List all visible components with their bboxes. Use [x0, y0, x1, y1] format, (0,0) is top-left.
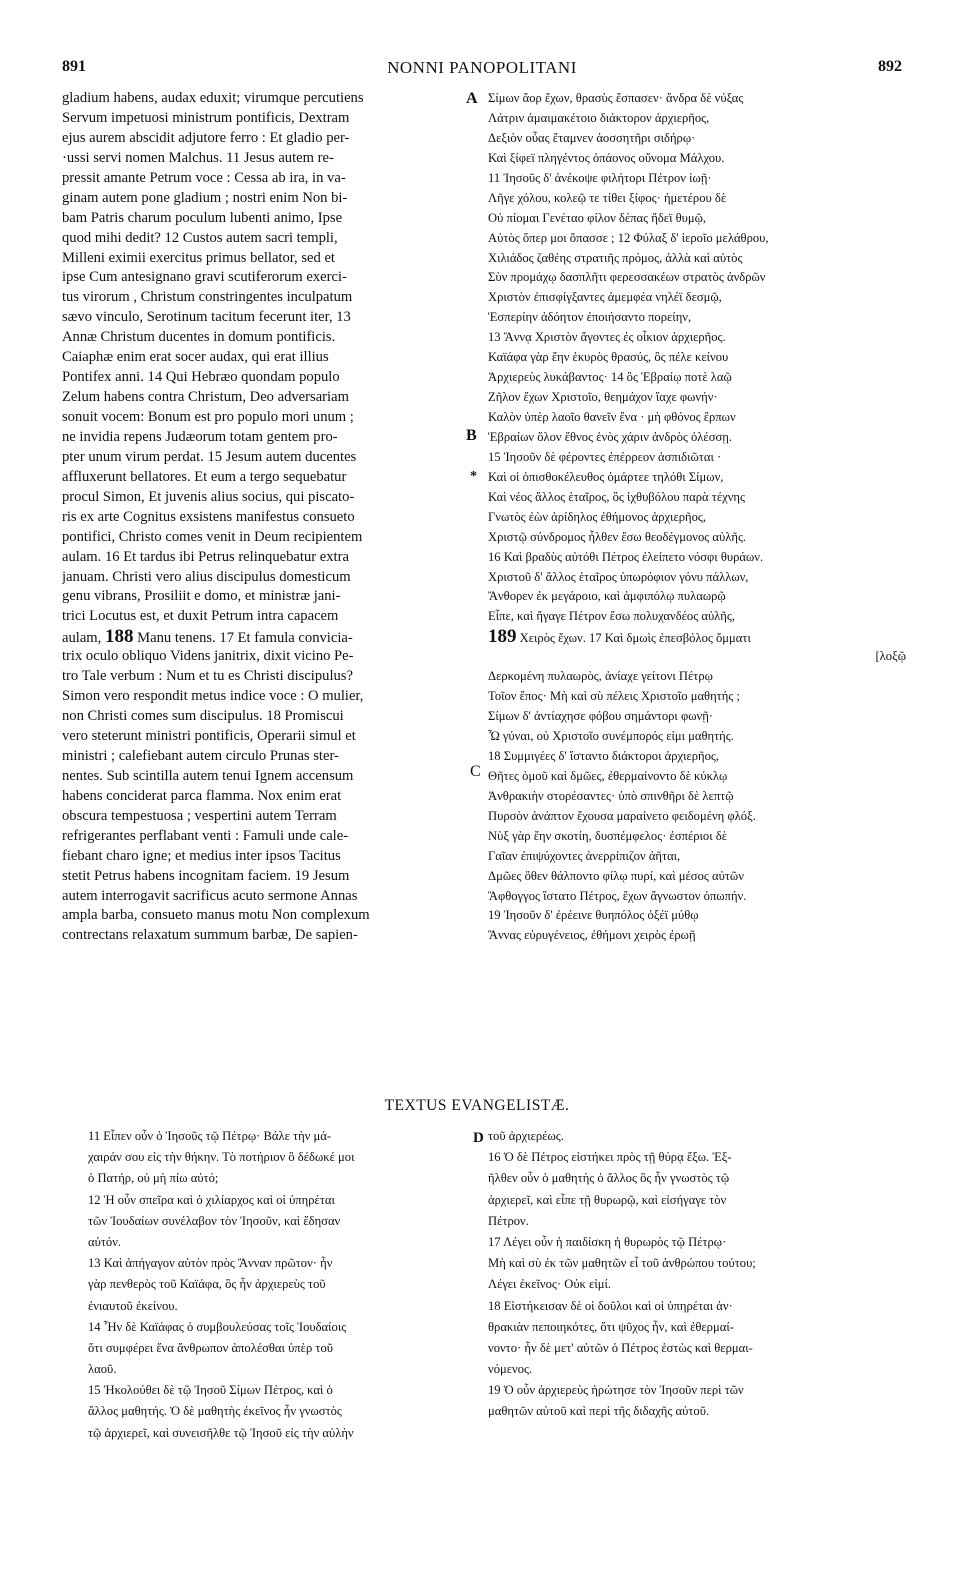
text-line: Ἑβραίων ὅλον ἔθνος ἑνὸς χάριν ἀνδρὸς ὀλέσσῃ.	[488, 429, 733, 444]
text-line: ginam autem pone gladium ; nostri enim Non bi-	[62, 189, 348, 206]
text-line: 11 Ἰησοῦς δ' ἀνέκοψε φιλήτορι Πέτρον ἰωῇ·	[488, 170, 712, 185]
text-line: gladium habens, audax eduxit; virumque percutiens	[62, 90, 364, 106]
text-line: procul Simon, Et juvenis alius socius, qui piscato-	[62, 488, 355, 505]
margin-marker-b: B	[466, 427, 477, 444]
text-line: pter unum virum perdat. 15 Jesum autem ducentes	[62, 448, 357, 465]
margin-marker-a: A	[466, 90, 478, 107]
text-line: ris ex arte Cognitus exsistens manifestus consueto	[62, 508, 355, 525]
text-line: ὁ Πατήρ, οὐ μὴ πίω αὐτό;	[88, 1171, 219, 1186]
text-line: [λοξῷ	[875, 649, 906, 664]
text-line: ἐνιαυτοῦ ἐκείνου.	[88, 1298, 178, 1313]
text-line: Δμῶες ὅθεν θάλποντο φίλῳ πυρί, καὶ μέσος αὐτῶν	[488, 868, 744, 883]
text-line: Καϊάφα γὰρ ἔην ἑκυρὸς θρασύς, ὃς πέλε κείνου	[488, 350, 729, 365]
text-line: Ἄφθογγος ἵστατο Πέτρος, ἔχων ἄγνωστον ὀπωπήν.	[488, 888, 747, 903]
text-line: sonuit vocem: Bonum est pro populo mori unum ;	[62, 409, 354, 425]
text-line: refrigerantes perflabant venti : Famuli unde cale-	[62, 827, 349, 844]
gospel-text-right-column	[488, 1126, 906, 1423]
text-line: habens conciderat parca flamma. Nox enim erat	[62, 787, 342, 804]
margin-asterisk: *	[470, 469, 477, 484]
text-line: autem interrogavit sacrificus acuto sermone Annas	[62, 887, 358, 904]
running-title: NONNI PANOPOLITANI	[387, 58, 577, 77]
text-line: Annæ Christum ducentes in domum pontificis.	[62, 329, 336, 346]
text-line: λαοῦ.	[88, 1362, 117, 1377]
text-line: non Christi comes sum discipulus. 18 Promiscui	[62, 708, 344, 725]
text-line: τῶν Ἰουδαίων συνέλαβον τὸν Ἰησοῦν, καὶ ἔδησαν	[88, 1213, 341, 1228]
text-line: Γνωτὸς ἐὼν ἀρίδηλος ἐθήμονος ἀρχιερῆος,	[488, 509, 707, 524]
text-line: affluxerunt bellatores. Et eum a tergo sequebatur	[62, 468, 347, 485]
text-line: Ὦ γύναι, οὐ Χριστοῖο συνέμπορός εἰμι μαθητής.	[488, 729, 734, 743]
text-line: ministri ; calefiebant autem circulo Prunas ster-	[62, 747, 339, 764]
text-line: 16 Ὁ δὲ Πέτρος εἱστήκει πρὸς τῇ θύρᾳ ἔξω. Ἐξ-	[488, 1150, 732, 1165]
text-line: Χιλιάδος ζαθέης στρατιῆς πρόμος, ἀλλὰ καὶ αὐτὸς	[488, 250, 743, 265]
text-line: tus virorum , Christum constringentes inculpatum	[62, 289, 353, 306]
text-line: bam Patris charum poculum lubenti animo, Ipse	[62, 209, 343, 226]
text-line: Εἶπε, καὶ ἤγαγε Πέτρον ἔσω πολυχανδέος αὐλῆς,	[488, 609, 736, 624]
text-line: Καλὸν ὑπὲρ λαοῖο θανεῖν ἕνα · μὴ φθόνος ἕρπων	[488, 410, 736, 424]
text-line: χαιράν σου εἰς τὴν θήκην. Τὸ ποτήριον ὃ δέδωκέ μοι	[88, 1150, 355, 1165]
text-line: Ἑσπερίην ἀδόητον ἐποιήσαντο πορείην,	[488, 310, 692, 325]
text-line: Ἀρχιερεὺς λυκάβαντος· 14 ὃς Ἑβραίῳ ποτὲ λαῷ	[488, 370, 732, 385]
text-line: Πυρσὸν ἀνάπτον ἔχουσα μαραίνετο φειδομένη φλόξ.	[488, 808, 756, 823]
text-line: Caiaphæ enim erat socer audax, qui erat illius	[62, 349, 329, 366]
text-line: tro Tale verbum : Num et tu es Christi discipulus?	[62, 668, 353, 685]
gospel-text-left-column	[88, 1126, 468, 1444]
text-line: sævo vinculo, Serotinum tacitum fecerunt iter, 13	[62, 309, 351, 326]
text-line: Νὺξ γὰρ ἔην σκοτίη, δυσπέμφελος· ἑσπέριοι δὲ	[488, 828, 727, 843]
text-line: contrectans relaxatum summum barbæ, De sapien-	[62, 927, 358, 944]
text-line: Καὶ νέος ἄλλος ἑταῖρος, ὃς ἰχθυβόλου παρὰ τέχνης	[488, 489, 745, 504]
margin-marker-d: D	[473, 1130, 484, 1146]
text-line: Pontifex anni. 14 Qui Hebræo quondam populo	[62, 369, 340, 386]
text-line: Ἄννας εὐρυγένειος, ἐθήμονι χειρὸς ἐρωῇ	[488, 928, 696, 943]
text-line: ne invidia repens Judæorum totam gentem pro-	[62, 428, 338, 445]
text-line: ἀρχιερεῖ, καὶ εἶπε τῇ θυρωρῷ, καὶ εἰσήγαγε τὸν	[488, 1192, 727, 1207]
text-line: ipse Cum antesignano gravi scutiferorum exerci-	[62, 269, 347, 286]
text-line: aulam. 16 Et tardus ibi Petrus relinquebatur extra	[62, 548, 349, 565]
page-number-inline: 188	[104, 627, 134, 648]
text-line: 15 Ἰησοῦν δὲ φέροντες ἐπέρρεον ἀσπιδιῶται ·	[488, 449, 722, 464]
text-line: Zelum habens contra Christum, Deo adversariam	[62, 389, 349, 406]
text-line: trici Locutus est, et duxit Petrum intra capacem	[62, 608, 339, 625]
text-line: νοντο· ἦν δὲ μετ' αὐτῶν ὁ Πέτρος ἑστὼς καὶ θερμαι-	[488, 1340, 753, 1355]
text-line: ejus aurem abscidit adjutore ferro : Et gladio per-	[62, 129, 350, 146]
text-line: Milleni eximii exercitus primus bellator, sed et	[62, 249, 335, 266]
text-line: Δερκομένη πυλαωρὸς, ἀνίαχε γείτονι Πέτρῳ	[488, 669, 713, 684]
text-line: obscura tempestuosa ; vespertini autem Terram	[62, 807, 337, 824]
text-line: ῆλθεν οὖν ὁ μαθητὴς ὁ ἄλλος ὃς ἦν γνωστὸς τῷ	[488, 1171, 730, 1186]
text-line: ὅτι συμφέρει ἕνα ἄνθρωπον ἀπολέσθαι ὑπὲρ τοῦ	[88, 1340, 333, 1355]
text-line: 17 Λέγει οὖν ἡ παιδίσκη ἡ θυρωρὸς τῷ Πέτρῳ·	[488, 1234, 727, 1249]
text-line: 12 Ἡ οὖν σπεῖρα καὶ ὁ χιλίαρχος καὶ οἱ ὑπηρέται	[88, 1192, 335, 1207]
text-line: Τοῖον ἔπος· Μὴ καὶ σὺ πέλεις Χριστοῖο μαθητής ;	[488, 689, 740, 704]
text-line: 19 Ἰησοῦν δ' ἐρέεινε θυηπόλος ὀξέϊ μύθῳ	[488, 908, 699, 923]
text-line: ampla barba, consueto manus motu Non complexum	[62, 907, 370, 924]
text-line: 13 Καὶ ἀπήγαγον αὐτὸν πρὸς Ἄνναν πρῶτον· ἦν	[88, 1256, 333, 1271]
text-line: Ἀνθρακιὴν στορέσαντες· ὑπὸ σπινθῆρι δὲ λεπτῷ	[488, 788, 734, 803]
greek-verse-column	[488, 89, 906, 946]
page-number-inline: 189	[488, 627, 517, 648]
text-line: Ζῆλον ἔχων Χριστοῖο, θεημάχον ἴαχε φωνήν·	[488, 390, 718, 405]
text-line: θρακιὰν πεποιηκότες, ὅτι ψῦχος ἦν, καὶ ἐθερμαί-	[488, 1319, 734, 1334]
text-line: 11 Εἶπεν οὖν ὁ Ἰησοῦς τῷ Πέτρῳ· Βάλε τὴν μά-	[88, 1129, 332, 1143]
text-line: pressit amante Petrum voce : Cessa ab ira, in va-	[62, 169, 346, 186]
text-line: Λῆγε χόλου, κολεῷ τε τίθει ξίφος· ἡμετέρου δὲ	[488, 190, 727, 205]
text-line: τῷ ἀρχιερεῖ, καὶ συνεισῆλθε τῷ Ἰησοῦ εἰς τὴν αὐλὴν	[88, 1425, 354, 1440]
page-number-left: 891	[62, 58, 86, 75]
text-line: Servum impetuosi ministrum pontificis, Dextram	[62, 109, 350, 126]
text-line: Αὐτὸς ὅπερ μοι ὄπασσε ; 12 Φύλαξ δ' ἱεροῖο μελάθρου,	[488, 230, 769, 245]
text-line: Σὺν προμάχῳ δασπλῆτι φερεσσακέων στρατὸς ἀνδρῶν	[488, 270, 766, 285]
text-line: Χριστῷ σύνδρομος ἦλθεν ἔσω θεοδέγμονος αὐλῆς.	[488, 529, 747, 544]
text-line: Χριστοῦ δ' ἄλλος ἑταῖρος ὑπωρόφιον γόνυ πάλλων,	[488, 569, 749, 584]
line-text: Χειρὸς ἔχων. 17 Καὶ δμωὶς ἐπεσβόλος ὄμματι	[519, 631, 751, 646]
text-line: ἄλλος μαθητής. Ὁ δὲ μαθητὴς ἐκεῖνος ἦν γνωστὸς	[88, 1404, 342, 1419]
line-text: Manu tenens. 17 Et famula convicia-	[137, 630, 353, 647]
text-line: Χριστὸν ἐπισφίγξαντες ἀμεμφέα νηλέϊ δεσμῷ,	[488, 290, 722, 305]
text-line: 18 Εἱστήκεισαν δὲ οἱ δοῦλοι καὶ οἱ ὑπηρέται ἀν·	[488, 1298, 733, 1313]
text-line: Σίμων ἄορ ἔχων, θρασὺς ἔσπασεν· ἄνδρα δὲ νύξας	[488, 91, 744, 105]
text-line: fiebant charo igne; et medius inter ipsos Tacitus	[62, 847, 341, 864]
text-line: γὰρ πενθερὸς τοῦ Καϊάφα, ὃς ἦν ἀρχιερεὺς τοῦ	[88, 1277, 326, 1292]
text-line: Γαῖαν ἐπιψύχοντες ἀνερρίπιζον ἀῆται,	[488, 848, 681, 863]
text-line: αὐτόν.	[88, 1234, 122, 1249]
text-line: ·ussi servi nomen Malchus. 11 Jesus autem re-	[62, 149, 334, 166]
text-line: Σίμων δ' ἀντίαχησε φόβου σημάντορι φωνῇ·	[488, 709, 713, 724]
text-line: 14 Ἦν δὲ Καϊάφας ὁ συμβουλεύσας τοῖς Ἰουδαίοις	[88, 1319, 347, 1334]
text-line: 16 Καὶ βραδὺς αὐτόθι Πέτρος ἐλείπετο νόσφι θυράων.	[488, 549, 764, 564]
page-number-right: 892	[878, 58, 902, 75]
text-line: Δεξιὸν οὖας ἔταμνεν ἀοσσητῆρι σιδήρῳ·	[488, 130, 696, 145]
text-line: Ἄνθορεν ἐκ μεγάροιο, καὶ ἀμφιπόλῳ πυλαωρῷ	[488, 589, 726, 604]
text-line	[62, 627, 474, 647]
text-line: januam. Christi vero alius discipulus domesticum	[62, 568, 351, 585]
text-line: Simon vero respondit metus indice voce : O mulier,	[62, 688, 364, 705]
line-text: aulam,	[62, 630, 102, 647]
text-line: Καὶ ξίφεϊ πληγέντος ὀπάονος οὔνομα Μάλχου.	[488, 150, 725, 165]
text-line: vero steterunt ministri pontificis, Operarii simul et	[62, 728, 356, 744]
text-line: Πέτρον.	[488, 1213, 529, 1228]
text-line: stetit Petrus habens incognitam faciem. 19 Jesum	[62, 867, 350, 884]
text-line: τοῦ ἀρχιερέως.	[488, 1129, 564, 1143]
text-line: Μὴ καὶ σὺ ἐκ τῶν μαθητῶν εἶ τοῦ ἀνθρώπου τούτου;	[488, 1256, 756, 1271]
text-line: Καὶ οἱ ὀπισθοκέλευθος ὁμάρτεε τηλόθι Σίμων,	[488, 469, 724, 484]
text-line: trix oculo obliquo Videns janitrix, dixit vicino Pe-	[62, 648, 354, 665]
text-line: Θῆτες ὁμοῦ καὶ δμῶες, ἐθερμαίνοντο δὲ κύκλῳ	[488, 768, 728, 783]
text-line: nentes. Sub scintilla autem tenui Ignem accensum	[62, 767, 354, 784]
text-line: 13 Ἄννᾳ Χριστὸν ἄγοντες ἐς οἶκιον ἀρχιερῆος.	[488, 330, 726, 345]
text-line: 18 Συμμιγέες δ' ἵσταντο διάκτοροι ἀρχιερῆος,	[488, 748, 720, 763]
section-title: TEXTUS EVANGELISTÆ.	[384, 1097, 570, 1114]
text-line	[488, 627, 906, 647]
latin-translation-column	[62, 89, 474, 946]
text-line: Λέγει ἐκεῖνος· Οὐκ εἰμί.	[488, 1277, 612, 1292]
text-line: 15 Ἠκολούθει δὲ τῷ Ἰησοῦ Σίμων Πέτρος, καὶ ὁ	[88, 1383, 333, 1398]
text-line: quod mihi dedit? 12 Custos autem sacri templi,	[62, 229, 338, 246]
text-line: 19 Ὁ οὖν ἀρχιερεὺς ἠρώτησε τὸν Ἰησοῦν περὶ τῶν	[488, 1383, 744, 1398]
text-line: νόμενος.	[488, 1362, 533, 1377]
text-line: Οὐ πίομαι Γενέταο φίλον δέπας ἤδεϊ θυμῷ,	[488, 210, 707, 225]
text-line: μαθητῶν αὐτοῦ καὶ περὶ τῆς διδαχῆς αὐτοῦ.	[488, 1404, 710, 1419]
text-line: pontifici, Christo comes venit in Deum recipientem	[62, 528, 363, 545]
margin-marker-c: C	[470, 763, 481, 780]
text-line: Λάτριν ἀμαιμακέτοιο διάκτορον ἀρχιερῆος,	[488, 110, 710, 125]
text-line: genu vibrans, Prosiliit e domo, et ministræ jani-	[62, 588, 341, 605]
running-header	[62, 58, 902, 82]
